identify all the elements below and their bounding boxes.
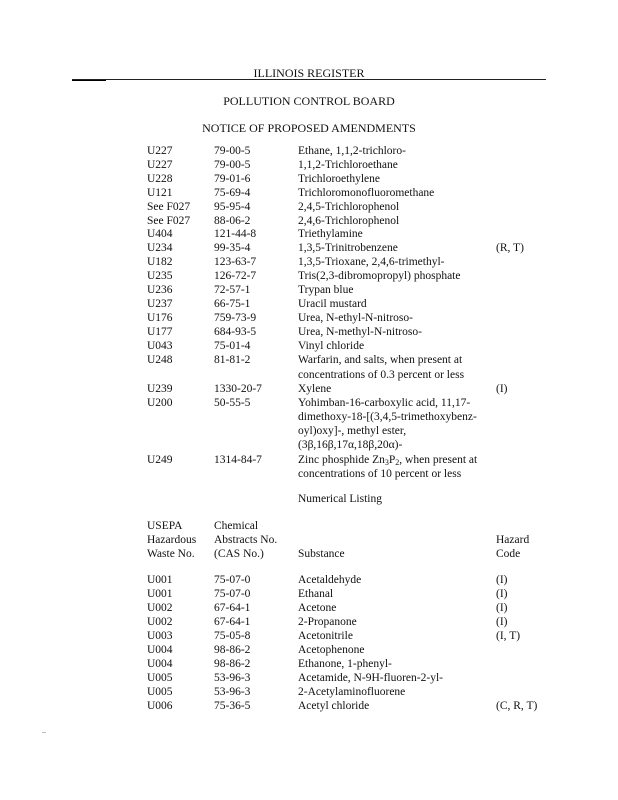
waste-code: See F027 — [147, 200, 191, 213]
table-row — [0, 340, 618, 353]
substance-name: Acetaldehyde — [298, 574, 362, 586]
cas-number: 99-35-4 — [214, 242, 251, 255]
substance-name: Vinyl chloride — [298, 339, 365, 352]
hazard-code: (R, T) — [496, 242, 524, 255]
substance-name: Acetone — [298, 602, 337, 614]
substance-name: Acetophenone — [298, 644, 365, 656]
cas-number: 75-07-0 — [214, 588, 251, 600]
substance-name: Tris(2,3-dibromopropyl) phosphate — [298, 270, 461, 283]
cas-number: 67-64-1 — [214, 602, 251, 614]
hazard-code: (I) — [496, 588, 508, 600]
substance-name: Zinc phosphide $Zn_3P_2$, when present at — [298, 454, 478, 467]
cas-number: 75-05-8 — [214, 630, 251, 642]
substance-name: Trypan blue — [298, 284, 354, 296]
hazard-code: (I) — [496, 602, 508, 614]
cas-number: 79-00-5 — [214, 145, 251, 157]
substance-name: Triethylamine — [298, 228, 363, 241]
hazard-code: (I) — [496, 383, 508, 395]
board-title: POLLUTION CONTROL BOARD — [223, 94, 395, 108]
substance-name: 2,4,6-Trichlorophenol — [298, 214, 400, 227]
substance-name: Urea, N-methyl-N-nitroso- — [298, 325, 422, 338]
substance-name: Yohimban-16-carboxylic acid, 11,17- — [298, 397, 471, 409]
waste-code: U234 — [147, 242, 173, 255]
table-row — [0, 284, 618, 297]
waste-code: U239 — [147, 383, 173, 395]
waste-code: U248 — [147, 353, 173, 366]
cas-number: 79-01-6 — [214, 172, 251, 185]
table-row — [0, 644, 618, 657]
header-hazard-code: Hazard Code — [496, 534, 530, 560]
table-row — [0, 187, 618, 200]
hazard-code: (I) — [496, 616, 508, 628]
cas-number: 67-64-1 — [214, 616, 251, 628]
table-row — [0, 686, 618, 699]
warfarin-continuation: concentrations of 0.3 percent or less — [298, 369, 465, 381]
waste-code: U003 — [147, 630, 173, 642]
table-row — [0, 228, 618, 241]
header-waste-no: USEPA Hazardous Waste No. — [147, 520, 197, 560]
table-row — [0, 242, 618, 255]
cas-number: 123-63-7 — [214, 256, 257, 269]
table-row — [0, 354, 618, 367]
table-row — [0, 173, 618, 186]
substance-name: Uracil mustard — [298, 297, 367, 310]
cas-number: 50-55-5 — [214, 397, 251, 409]
substance-name: Trichloromonofluoromethane — [298, 186, 435, 199]
waste-code: U001 — [147, 588, 173, 600]
waste-code: U043 — [147, 339, 173, 352]
table-row — [0, 630, 618, 643]
notice-title: NOTICE OF PROPOSED AMENDMENTS — [202, 121, 416, 135]
substance-name: Urea, N-ethyl-N-nitroso- — [298, 311, 413, 324]
header-substance: Substance — [298, 548, 345, 560]
waste-code: U121 — [147, 186, 173, 199]
cas-number: 75-36-5 — [214, 700, 251, 712]
waste-code: U404 — [147, 228, 173, 241]
cas-number: 759-73-9 — [214, 311, 257, 324]
scan-mark — [42, 732, 46, 733]
waste-code: U004 — [147, 658, 173, 670]
table-row — [0, 215, 618, 228]
hazard-code: (I, T) — [496, 630, 521, 642]
table-row — [0, 270, 618, 283]
table-row — [0, 312, 618, 325]
hazard-code: (I) — [496, 574, 508, 586]
waste-code: See F027 — [147, 214, 191, 227]
waste-code: U249 — [147, 454, 173, 466]
hazard-code: (C, R, T) — [496, 700, 538, 712]
register-title: ILLINOIS REGISTER — [253, 66, 365, 80]
table-row — [0, 602, 618, 615]
waste-code: U177 — [147, 325, 173, 338]
waste-code: U227 — [147, 145, 173, 157]
cas-number: 66-75-1 — [214, 297, 251, 310]
substance-name: 2,4,5-Trichlorophenol — [298, 200, 400, 213]
substance-name: 1,3,5-Trioxane, 2,4,6-trimethyl- — [298, 256, 445, 269]
cas-number: 1330-20-7 — [214, 383, 262, 395]
table-row — [0, 383, 618, 396]
table-row — [0, 298, 618, 311]
waste-code: U200 — [147, 397, 173, 409]
cas-number: 81-81-2 — [214, 353, 251, 366]
substance-name: Trichloroethylene — [298, 172, 380, 185]
substance-continuation: oyl)oxy]-, methyl ester, — [298, 425, 407, 437]
cas-number: 98-86-2 — [214, 658, 251, 670]
waste-code: U006 — [147, 700, 173, 712]
cas-number: 95-95-4 — [214, 200, 251, 213]
cas-number: 53-96-3 — [214, 686, 251, 698]
cas-number: 126-72-7 — [214, 270, 257, 283]
substance-name: 2-Acetylaminofluorene — [298, 686, 406, 698]
cas-number: 79-00-5 — [214, 158, 251, 171]
table-row — [0, 588, 618, 601]
cas-number: 88-06-2 — [214, 214, 251, 227]
waste-code: U001 — [147, 574, 173, 586]
cas-number: 684-93-5 — [214, 325, 257, 338]
table-row — [0, 201, 618, 214]
table-row — [0, 397, 618, 410]
substance-name: 1,3,5-Trinitrobenzene — [298, 242, 398, 255]
substance-continuation: (3β,16β,17α,18β,20α)- — [298, 439, 403, 451]
waste-code: U182 — [147, 256, 173, 269]
cas-number: 98-86-2 — [214, 644, 251, 656]
waste-code: U002 — [147, 602, 173, 614]
waste-code: U227 — [147, 158, 173, 171]
substance-name: Ethanal — [298, 588, 334, 600]
table-row — [0, 326, 618, 339]
cas-number: 1314-84-7 — [214, 454, 262, 466]
cas-number: 75-01-4 — [214, 339, 251, 352]
substance-name: 2-Propanone — [298, 616, 357, 628]
substance-continuation: dimethoxy-18-[(3,4,5-trimethoxybenz- — [298, 411, 477, 423]
waste-code: U236 — [147, 284, 173, 296]
waste-code: U237 — [147, 297, 173, 310]
zinc-continuation: concentrations of 10 percent or less — [298, 468, 462, 480]
waste-code: U235 — [147, 270, 173, 283]
waste-code: U004 — [147, 644, 173, 656]
cas-number: 53-96-3 — [214, 672, 251, 684]
table-row — [0, 159, 618, 172]
waste-code: U176 — [147, 311, 173, 324]
substance-name: Xylene — [298, 383, 332, 395]
waste-code: U228 — [147, 172, 173, 185]
substance-name: Ethanone, 1-phenyl- — [298, 658, 392, 670]
substance-name: Acetonitrile — [298, 630, 353, 642]
substance-name: 1,1,2-Trichloroethane — [298, 158, 398, 171]
substance-name: Acetyl chloride — [298, 700, 370, 712]
cas-number: 72-57-1 — [214, 284, 251, 296]
table-row — [0, 256, 618, 269]
table-row — [0, 574, 618, 587]
substance-name: Acetamide, N-9H-fluoren-2-yl- — [298, 672, 443, 684]
table-row — [0, 672, 618, 685]
substance-name: Ethane, 1,1,2-trichloro- — [298, 145, 406, 157]
cas-number: 75-07-0 — [214, 574, 251, 586]
waste-code: U002 — [147, 616, 173, 628]
table-row — [0, 454, 618, 467]
waste-code: U005 — [147, 672, 173, 684]
table-row — [0, 616, 618, 629]
numerical-listing-title: Numerical Listing — [298, 493, 382, 505]
cas-number: 121-44-8 — [214, 228, 257, 241]
table-row — [0, 658, 618, 671]
cas-number: 75-69-4 — [214, 186, 251, 199]
table-row — [0, 145, 618, 158]
header-cas-no: Chemical Abstracts No. (CAS No.) — [214, 520, 278, 560]
table-row — [0, 700, 618, 713]
substance-name: Warfarin, and salts, when present at — [298, 353, 463, 366]
waste-code: U005 — [147, 686, 173, 698]
